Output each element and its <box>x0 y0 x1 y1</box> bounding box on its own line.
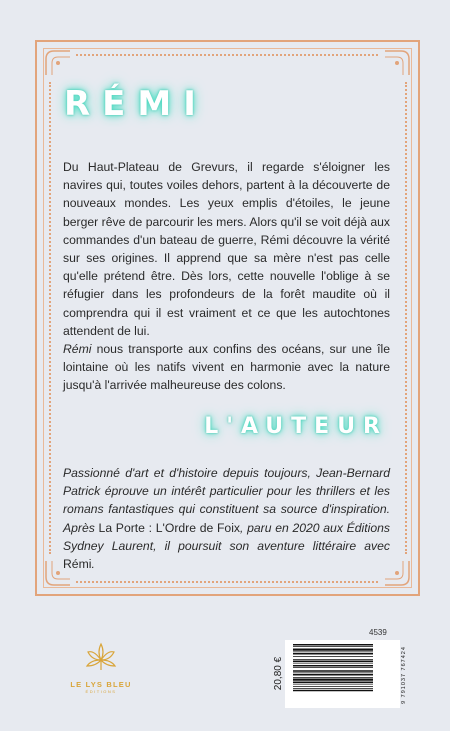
bio-book-title: Rémi <box>63 557 92 572</box>
barcode-bar <box>293 682 373 684</box>
barcode-bar <box>293 659 373 660</box>
author-bio <box>63 464 390 573</box>
barcode-bar <box>293 674 373 676</box>
barcode-bar <box>293 661 373 663</box>
barcode-bar <box>293 653 373 655</box>
synopsis <box>63 158 390 395</box>
publisher-logo <box>56 640 146 694</box>
catalog-code: 4539 <box>369 628 387 637</box>
corner-ornament-icon <box>44 49 72 77</box>
barcode-bar <box>293 646 373 647</box>
barcode-bar <box>293 665 373 667</box>
barcode-bar <box>293 679 373 681</box>
barcode-bar <box>293 652 373 653</box>
bio-text: , paru en 2020 aux Éditions Sydney Laurent, il poursuit son aventure littéraire avec <box>63 520 390 553</box>
barcode-bar <box>293 649 373 651</box>
synopsis-text: nous transporte aux confins des océans, sur une île lointaine où les natifs vivent en harmonie avec la nature jusqu'à l'arrivée malheureuse des colons. <box>63 342 390 393</box>
bio-book-title: La Porte : L'Ordre de Foix <box>98 520 240 535</box>
corner-ornament-icon <box>383 49 411 77</box>
bio-text: Passionné d'art et d'histoire depuis toujours, Jean-Bernard Patrick éprouve un intérêt particulier pour les thrillers et les romans fantastiques qui constituent sa source d'inspiration. Après <box>63 466 390 535</box>
synopsis-book-title: Rémi <box>63 342 92 357</box>
barcode-bar <box>293 663 373 664</box>
dotted-border-left <box>49 82 51 554</box>
bio-text: . <box>91 557 95 572</box>
publisher-sub: ÉDITIONS <box>85 689 117 694</box>
barcode-bar <box>293 688 373 689</box>
barcode-bar <box>293 677 373 678</box>
synopsis-paragraph: Du Haut-Plateau de Grevurs, il regarde s'éloigner les navires qui, toutes voiles dehors, partent à la découverte de nouveaux mondes. Les yeux emplis d'étoiles, le jeune berger rêve de parcourir les mers. Alors qu'il se voit déjà aux commandes d'un bateau de guerre, Rémi découvre la vérité sur ses origines. Il apprend que sa mère n'est pas celle qu'elle prétend être. Dès lors, cette nouvelle l'oblige à se réfugier dans les profondeurs de la forêt maudite où il comprendra qui il est vraiment et ce que les autochtones attendent de lui. <box>63 160 390 338</box>
barcode-bar <box>293 644 373 646</box>
synopsis-paragraph <box>63 340 390 395</box>
barcode <box>285 640 400 708</box>
barcode-icon <box>285 640 400 708</box>
dotted-border-bottom <box>76 581 378 583</box>
barcode-bar <box>293 684 373 685</box>
author-heading: L'AUTEUR <box>204 414 388 439</box>
lotus-icon <box>84 640 118 674</box>
barcode-bar <box>293 673 373 674</box>
barcode-bar <box>293 670 373 672</box>
publisher-name: LE LYS BLEU <box>70 680 132 689</box>
barcode-bar <box>293 667 373 668</box>
price: 20,80 € <box>273 656 285 691</box>
book-title: RÉMI <box>64 84 208 124</box>
barcode-bar <box>293 656 373 657</box>
isbn-digits: 9 791037 767424 <box>400 646 407 704</box>
dotted-border-top <box>76 54 378 56</box>
barcode-bar <box>293 690 373 692</box>
dotted-border-right <box>405 82 407 554</box>
barcode-bar <box>293 686 373 687</box>
